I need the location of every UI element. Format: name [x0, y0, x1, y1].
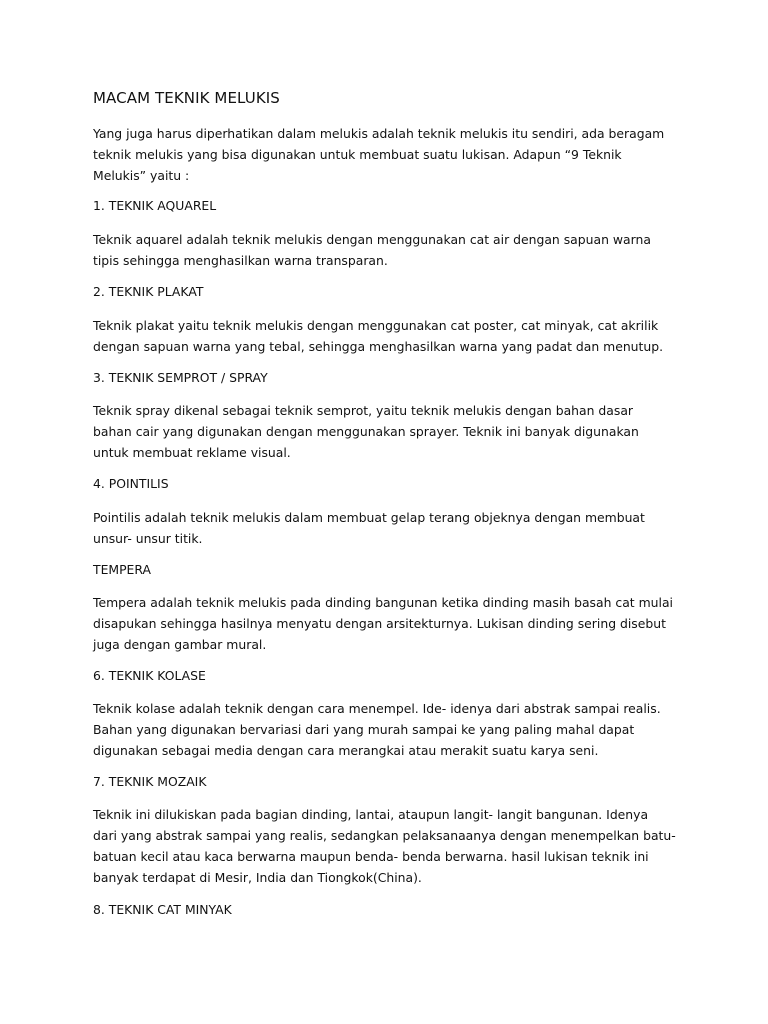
paragraph-line: Yang juga harus diperhatikan dalam melukis adalah teknik melukis itu sendiri, ada beragam — [93, 126, 665, 141]
paragraph-line: Teknik plakat yaitu teknik melukis dengan menggunakan cat poster, cat minyak, cat akrilik — [93, 318, 659, 333]
section-heading-cat-minyak: 8. TEKNIK CAT MINYAK — [93, 902, 232, 917]
section-body-spray — [93, 400, 693, 463]
page-title: MACAM TEKNIK MELUKIS — [93, 89, 280, 107]
paragraph-line: bahan cair yang digunakan dengan menggunakan sprayer. Teknik ini banyak digunakan — [93, 424, 639, 439]
paragraph-line: tipis sehingga menghasilkan warna transparan. — [93, 253, 388, 268]
paragraph-line: untuk membuat reklame visual. — [93, 445, 291, 460]
section-heading-aquarel: 1. TEKNIK AQUAREL — [93, 198, 217, 213]
section-heading-spray: 3. TEKNIK SEMPROT / SPRAY — [93, 370, 268, 385]
paragraph-line: disapukan sehingga hasilnya menyatu dengan arsitekturnya. Lukisan dinding sering disebut — [93, 616, 666, 631]
section-heading-mozaik: 7. TEKNIK MOZAIK — [93, 774, 207, 789]
paragraph-line: Teknik aquarel adalah teknik melukis dengan menggunakan cat air dengan sapuan warna — [93, 232, 651, 247]
section-body-pointilis — [93, 507, 693, 549]
paragraph-line: Pointilis adalah teknik melukis dalam membuat gelap terang objeknya dengan membuat — [93, 510, 645, 525]
paragraph-line: Tempera adalah teknik melukis pada dinding bangunan ketika dinding masih basah cat mulai — [93, 595, 673, 610]
section-heading-plakat: 2. TEKNIK PLAKAT — [93, 284, 204, 299]
paragraph-line: dengan sapuan warna yang tebal, sehingga menghasilkan warna yang padat dan menutup. — [93, 339, 664, 354]
intro-paragraph — [93, 123, 683, 186]
paragraph-line: dari yang abstrak sampai yang realis, sedangkan pelaksanaanya dengan menempelkan batu- — [93, 828, 676, 843]
paragraph-line: juga dengan gambar mural. — [93, 637, 267, 652]
section-body-mozaik — [93, 804, 693, 888]
section-body-aquarel — [93, 229, 693, 271]
section-body-plakat — [93, 315, 693, 357]
section-heading-tempera: TEMPERA — [93, 562, 151, 577]
paragraph-line: Melukis” yaitu : — [93, 168, 190, 183]
paragraph-line: batuan kecil atau kaca berwarna maupun benda- benda berwarna. hasil lukisan teknik ini — [93, 849, 649, 864]
paragraph-line: digunakan sebagai media dengan cara merangkai atau merakit suatu karya seni. — [93, 743, 599, 758]
section-body-tempera — [93, 592, 693, 655]
section-body-kolase — [93, 698, 693, 761]
paragraph-line: Teknik ini dilukiskan pada bagian dinding, lantai, ataupun langit- langit bangunan. Idenya — [93, 807, 649, 822]
section-heading-pointilis: 4. POINTILIS — [93, 476, 169, 491]
paragraph-line: Teknik spray dikenal sebagai teknik semprot, yaitu teknik melukis dengan bahan dasar — [93, 403, 634, 418]
paragraph-line: banyak terdapat di Mesir, India dan Tiongkok(China). — [93, 870, 422, 885]
paragraph-line: unsur- unsur titik. — [93, 531, 203, 546]
paragraph-line: Bahan yang digunakan bervariasi dari yang murah sampai ke yang paling mahal dapat — [93, 722, 635, 737]
paragraph-line: Teknik kolase adalah teknik dengan cara menempel. Ide- idenya dari abstrak sampai realis. — [93, 701, 661, 716]
paragraph-line: teknik melukis yang bisa digunakan untuk membuat suatu lukisan. Adapun “9 Teknik — [93, 147, 622, 162]
section-heading-kolase: 6. TEKNIK KOLASE — [93, 668, 206, 683]
